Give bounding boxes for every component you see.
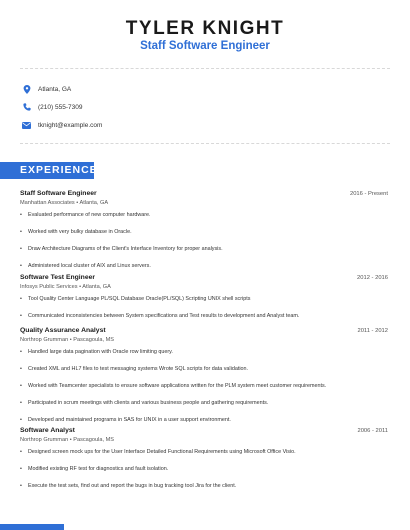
bullet-item: • Designed screen mock ups for the User Interface Detailed Functional Requirements using Microsoft Office Visio. [20, 449, 388, 456]
job-entry [20, 190, 388, 280]
contact-phone [22, 101, 82, 113]
job-dates: 2011 - 2012 [357, 328, 388, 334]
bullet-item: • Administered local cluster of AIX and Linux servers. [20, 263, 388, 270]
bullet-item: • Worked with very bulky database in Oracle. [20, 229, 388, 236]
job-bullets [20, 449, 388, 490]
bullet-item: • Draw Architecture Diagrams of the Client's Interface Inventory for proper analysis. [20, 246, 388, 253]
job-title: Quality Assurance Analyst [20, 327, 106, 334]
bullet-item: • Tool Quality Center Language PL/SQL Database Oracle(PL/SQL) Scripting UNIX shell scripts [20, 296, 388, 303]
email-text: tknight@example.com [38, 121, 103, 129]
job-entry [20, 427, 388, 500]
envelope-icon [22, 121, 31, 130]
divider [20, 68, 390, 69]
job-bullets [20, 212, 388, 270]
experience-section-heading: EXPERIENCE [0, 162, 94, 179]
candidate-title: Staff Software Engineer [140, 40, 270, 52]
job-company: Northrop Grumman • Pascagoula, MS [20, 337, 114, 343]
bullet-item: • Created XML and HL7 files to test messaging systems Wrote SQL scripts for data validation. [20, 366, 388, 373]
job-dates: 2012 - 2016 [357, 275, 388, 281]
bullet-item: • Execute the test sets, find out and report the bugs in bug tracking tool Jira for the client. [20, 483, 388, 490]
contact-location [22, 83, 71, 95]
bullet-item: • Handled large data pagination with Oracle row limiting query. [20, 349, 388, 356]
job-title: Staff Software Engineer [20, 190, 97, 197]
next-section-tab [0, 524, 64, 530]
job-bullets [20, 349, 388, 424]
phone-text: (210) 555-7309 [38, 103, 83, 111]
job-company: Northrop Grumman • Pascagoula, MS [20, 437, 114, 443]
job-entry [20, 327, 388, 434]
job-title: Software Test Engineer [20, 274, 96, 281]
bullet-item: • Communicated inconsistencies between System specifications and Test results to development and Analyst team. [20, 313, 388, 320]
job-dates: 2016 - Present [349, 191, 388, 197]
job-entry [20, 274, 388, 330]
location-pin-icon [22, 85, 31, 94]
bullet-item: • Worked with Teamcenter specialists to ensure software applications written for the PLM system meet customer requirements. [20, 383, 388, 390]
candidate-name: TYLER KNIGHT [125, 18, 285, 39]
location-text: Atlanta, GA [38, 85, 72, 93]
bullet-item: • Modified existing RF test for diagnostics and fault isolation. [20, 466, 388, 473]
bullet-item: • Evaluated performance of new computer hardware. [20, 212, 388, 219]
bullet-item: • Developed and maintained programs in SAS for UNIX in a user support environment. [20, 417, 388, 424]
contact-email [22, 119, 102, 131]
job-company: Manhattan Associates • Atlanta, GA [20, 200, 109, 206]
bullet-item: • Participated in scrum meetings with clients and various business people and gathering requirements. [20, 400, 388, 407]
job-dates: 2006 - 2011 [357, 428, 388, 434]
job-company: Infosys Public Services • Atlanta, GA [20, 284, 111, 290]
job-title: Software Analyst [20, 427, 75, 434]
divider [20, 143, 390, 144]
job-bullets [20, 296, 388, 320]
phone-icon [22, 103, 31, 112]
